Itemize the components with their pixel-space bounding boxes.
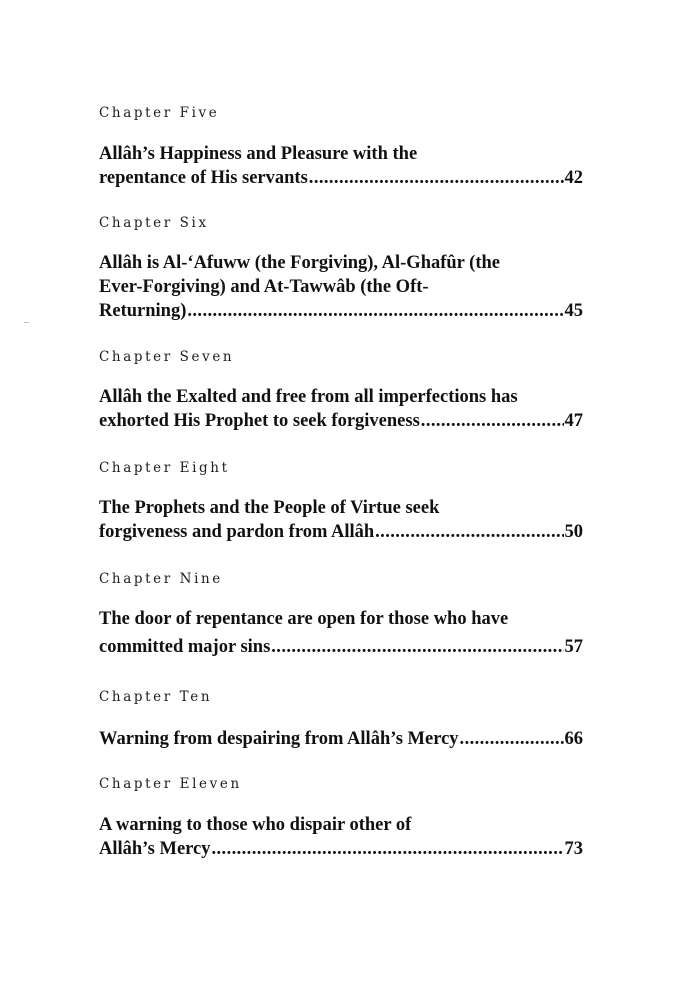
dot-leader xyxy=(460,729,564,750)
entry-title-line: Ever-Forgiving) and At-Tawwâb (the Oft- xyxy=(99,277,429,297)
page-number: 66 xyxy=(564,729,583,749)
dot-leader xyxy=(309,168,564,189)
entry-last-line xyxy=(99,411,583,432)
dot-leader xyxy=(375,522,563,543)
entry-last-line xyxy=(99,168,583,189)
entry-title-end: Allâh’s Mercy xyxy=(99,839,211,859)
entry-title-line: Allâh the Exalted and free from all imperfections has xyxy=(99,387,518,407)
entry-title-line: Allâh’s Happiness and Pleasure with the xyxy=(99,144,418,164)
entry-title-end: exhorted His Prophet to seek forgiveness xyxy=(99,411,420,431)
entry-title-line: The door of repentance are open for those who have xyxy=(99,609,509,629)
entry-title-line: Allâh is Al-‘Afuww (the Forgiving), Al-Ghafûr (the xyxy=(99,253,501,273)
entry-title-end: Returning) xyxy=(99,301,187,321)
entry-title-line: A warning to those who dispair other of xyxy=(99,815,412,835)
scan-speck xyxy=(24,322,29,323)
dot-leader xyxy=(187,301,563,322)
chapter-label: Chapter Six xyxy=(99,215,209,231)
page-number: 57 xyxy=(564,637,583,657)
entry-last-line xyxy=(99,301,583,322)
chapter-label: Chapter Ten xyxy=(99,689,213,705)
entry-title-line: The Prophets and the People of Virtue seek xyxy=(99,498,440,518)
entry-title-end: forgiveness and pardon from Allâh xyxy=(99,522,375,542)
page-number: 42 xyxy=(564,168,583,188)
dot-leader xyxy=(421,411,564,432)
entry-last-line xyxy=(99,522,583,543)
page-number: 73 xyxy=(564,839,583,859)
chapter-label: Chapter Nine xyxy=(99,571,223,587)
dot-leader xyxy=(271,637,563,658)
page-number: 47 xyxy=(564,411,583,431)
page-number: 50 xyxy=(564,522,583,542)
chapter-label: Chapter Five xyxy=(99,105,220,121)
dot-leader xyxy=(212,839,564,860)
entry-title-end: committed major sins xyxy=(99,637,271,657)
entry-last-line xyxy=(99,637,583,658)
entry-title-end: Warning from despairing from Allâh’s Mercy xyxy=(99,729,459,749)
entry-title-end: repentance of His servants xyxy=(99,168,308,188)
chapter-label: Chapter Eleven xyxy=(99,776,242,792)
page-number: 45 xyxy=(564,301,583,321)
chapter-label: Chapter Seven xyxy=(99,349,235,365)
entry-last-line xyxy=(99,729,583,750)
entry-last-line xyxy=(99,839,583,860)
chapter-label: Chapter Eight xyxy=(99,460,230,476)
